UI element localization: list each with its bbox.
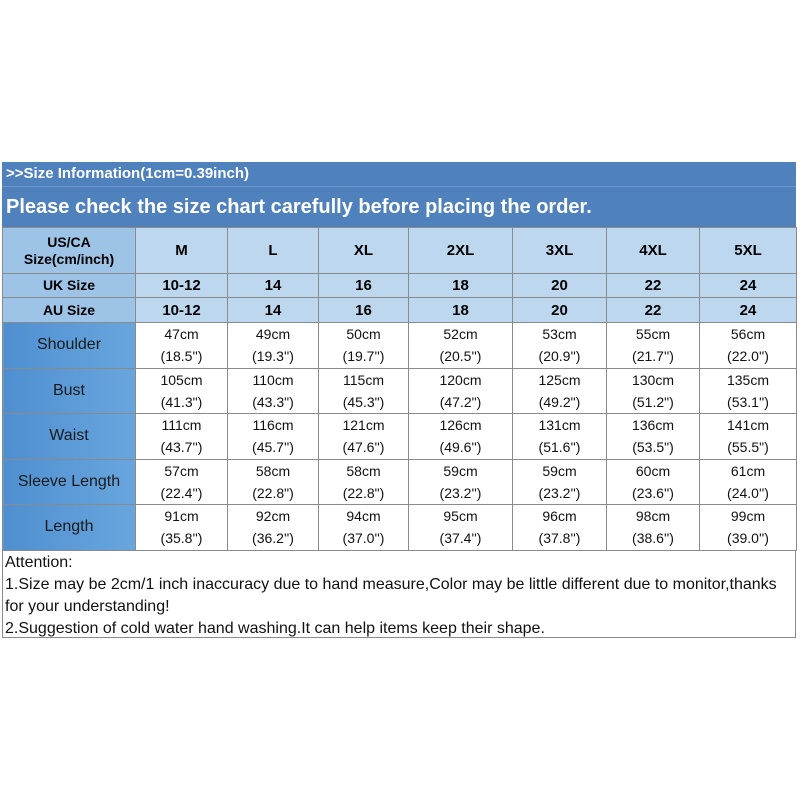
size-table bbox=[2, 227, 797, 551]
measurement-cell: 116cm (45.7'') bbox=[228, 414, 319, 460]
attention-title: Attention: bbox=[5, 553, 73, 571]
measurement-cell: 91cm (35.8'') bbox=[136, 505, 228, 551]
uk-size-cell: 18 bbox=[409, 274, 513, 298]
measurement-cell: 96cm (37.8'') bbox=[513, 505, 607, 551]
row-label: Sleeve Length bbox=[3, 459, 136, 505]
au-size-cell: 10-12 bbox=[136, 298, 228, 323]
au-size-cell: 18 bbox=[409, 298, 513, 323]
measurement-cell: 58cm (22.8") bbox=[228, 459, 319, 505]
measurement-cell: 59cm (23.2'') bbox=[513, 459, 607, 505]
au-size-row bbox=[3, 298, 797, 323]
row-label: Waist bbox=[3, 414, 136, 460]
us-size-row bbox=[3, 228, 797, 274]
measurement-cell: 50cm (19.7'') bbox=[319, 323, 409, 369]
measurement-cell: 52cm (20.5'') bbox=[409, 323, 513, 369]
au-size-cell: 14 bbox=[228, 298, 319, 323]
measurement-cell: 58cm (22.8") bbox=[319, 459, 409, 505]
measurement-cell: 99cm (39.0'') bbox=[700, 505, 797, 551]
measurement-cell: 131cm (51.6'') bbox=[513, 414, 607, 460]
measurement-cell: 94cm (37.0'') bbox=[319, 505, 409, 551]
measurement-cell: 111cm (43.7'') bbox=[136, 414, 228, 460]
measurement-cell: 105cm (41.3") bbox=[136, 368, 228, 414]
au-size-cell: 20 bbox=[513, 298, 607, 323]
us-size-cell: 3XL bbox=[513, 228, 607, 274]
uk-size-cell: 10-12 bbox=[136, 274, 228, 298]
au-size-cell: 22 bbox=[607, 298, 700, 323]
size-chart bbox=[2, 162, 796, 638]
measurement-cell: 49cm (19.3'') bbox=[228, 323, 319, 369]
measurement-row-shoulder bbox=[3, 323, 797, 369]
measurement-cell: 55cm (21.7'') bbox=[607, 323, 700, 369]
us-size-cell: 4XL bbox=[607, 228, 700, 274]
uk-size-cell: 22 bbox=[607, 274, 700, 298]
us-size-cell: M bbox=[136, 228, 228, 274]
measurement-row-waist bbox=[3, 414, 797, 460]
uk-size-cell: 14 bbox=[228, 274, 319, 298]
measurement-cell: 141cm (55.5") bbox=[700, 414, 797, 460]
au-size-cell: 16 bbox=[319, 298, 409, 323]
measurement-cell: 121cm (47.6'') bbox=[319, 414, 409, 460]
measurement-row-sleeve-length bbox=[3, 459, 797, 505]
us-size-cell: L bbox=[228, 228, 319, 274]
measurement-cell: 92cm (36.2'') bbox=[228, 505, 319, 551]
attention-note-1: 1.Size may be 2cm/1 inch inaccuracy due to hand measure,Color may be little different due to monitor,thanks for your understanding! bbox=[5, 575, 777, 615]
row-label: Length bbox=[3, 505, 136, 551]
measurement-row-length bbox=[3, 505, 797, 551]
au-size-label: AU Size bbox=[3, 298, 136, 323]
us-size-cell: XL bbox=[319, 228, 409, 274]
measurement-cell: 61cm (24.0'') bbox=[700, 459, 797, 505]
measurement-cell: 53cm (20.9'') bbox=[513, 323, 607, 369]
measurement-cell: 59cm (23.2'') bbox=[409, 459, 513, 505]
measurement-cell: 57cm (22.4'') bbox=[136, 459, 228, 505]
uk-size-cell: 20 bbox=[513, 274, 607, 298]
measurement-cell: 56cm (22.0'') bbox=[700, 323, 797, 369]
size-info-header: >>Size Information(1cm=0.39inch) bbox=[2, 162, 796, 186]
uk-size-cell: 16 bbox=[319, 274, 409, 298]
attention-note-2: 2.Suggestion of cold water hand washing.It can help items keep their shape. bbox=[5, 619, 545, 637]
measurement-row-bust bbox=[3, 368, 797, 414]
measurement-cell: 126cm (49.6'') bbox=[409, 414, 513, 460]
row-label: Shoulder bbox=[3, 323, 136, 369]
uk-size-label: UK Size bbox=[3, 274, 136, 298]
uk-size-cell: 24 bbox=[700, 274, 797, 298]
measurement-cell: 136cm (53.5") bbox=[607, 414, 700, 460]
measurement-cell: 110cm (43.3") bbox=[228, 368, 319, 414]
measurement-cell: 95cm (37.4'') bbox=[409, 505, 513, 551]
au-size-cell: 24 bbox=[700, 298, 797, 323]
order-notice-header: Please check the size chart carefully before placing the order. bbox=[2, 186, 796, 227]
measurement-cell: 125cm (49.2") bbox=[513, 368, 607, 414]
measurement-cell: 130cm (51.2") bbox=[607, 368, 700, 414]
us-size-cell: 2XL bbox=[409, 228, 513, 274]
measurement-cell: 120cm (47.2") bbox=[409, 368, 513, 414]
us-size-label: US/CA Size(cm/inch) bbox=[3, 228, 136, 274]
measurement-cell: 47cm (18.5'') bbox=[136, 323, 228, 369]
measurement-cell: 98cm (38.6'') bbox=[607, 505, 700, 551]
row-label: Bust bbox=[3, 368, 136, 414]
us-size-cell: 5XL bbox=[700, 228, 797, 274]
measurement-cell: 115cm (45.3") bbox=[319, 368, 409, 414]
attention-notes bbox=[2, 551, 796, 638]
measurement-cell: 60cm (23.6'') bbox=[607, 459, 700, 505]
measurement-cell: 135cm (53.1'') bbox=[700, 368, 797, 414]
uk-size-row bbox=[3, 274, 797, 298]
